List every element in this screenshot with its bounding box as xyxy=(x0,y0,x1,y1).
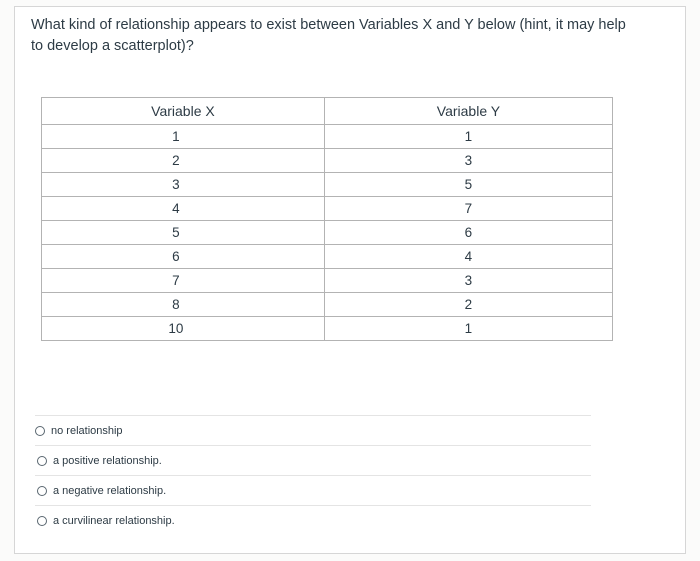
cell-value: 5 xyxy=(172,225,180,240)
table-row xyxy=(42,317,613,341)
cell-value: 6 xyxy=(464,225,473,240)
cell-variable-x xyxy=(42,173,325,197)
cell-value: 4 xyxy=(172,201,180,216)
answer-label[interactable]: a positive relationship. xyxy=(53,454,162,467)
cell-variable-y xyxy=(324,245,612,269)
question-card xyxy=(14,6,686,554)
table-row xyxy=(42,197,613,221)
cell-variable-x xyxy=(42,293,325,317)
cell-variable-y xyxy=(324,149,612,173)
cell-variable-x xyxy=(42,221,325,245)
cell-variable-x xyxy=(42,125,325,149)
cell-value: 3 xyxy=(464,273,473,288)
radio-button[interactable] xyxy=(37,456,47,466)
radio-button[interactable] xyxy=(37,516,47,526)
radio-button[interactable] xyxy=(37,486,47,496)
cell-value: 6 xyxy=(172,249,180,264)
cell-variable-y xyxy=(324,173,612,197)
table-row xyxy=(42,125,613,149)
answer-option-positive-relationship[interactable] xyxy=(35,445,591,475)
cell-value: 1 xyxy=(464,129,473,144)
cell-variable-x xyxy=(42,245,325,269)
table-header-row xyxy=(42,98,613,125)
answer-label[interactable]: a curvilinear relationship. xyxy=(53,514,175,527)
table-row xyxy=(42,269,613,293)
radio-button[interactable] xyxy=(35,426,45,436)
cell-value: 7 xyxy=(172,273,180,288)
cell-variable-y xyxy=(324,125,612,149)
cell-value: 1 xyxy=(172,129,180,144)
cell-variable-y xyxy=(324,221,612,245)
cell-value: 1 xyxy=(464,321,473,336)
cell-value: 7 xyxy=(464,201,473,216)
cell-value: 8 xyxy=(172,297,180,312)
cell-value: 3 xyxy=(172,177,180,192)
answer-options xyxy=(35,415,591,535)
answer-option-curvilinear-relationship[interactable] xyxy=(35,505,591,535)
answer-option-negative-relationship[interactable] xyxy=(35,475,591,505)
cell-variable-y xyxy=(324,197,612,221)
table-row xyxy=(42,245,613,269)
cell-variable-x xyxy=(42,269,325,293)
question-text: What kind of relationship appears to exist between Variables X and Y below (hint, it may help to develop a scatterplot)? xyxy=(31,17,626,54)
table-row xyxy=(42,149,613,173)
table-row xyxy=(42,221,613,245)
cell-variable-x xyxy=(42,149,325,173)
cell-value: 2 xyxy=(464,297,473,312)
table-row xyxy=(42,173,613,197)
cell-variable-y xyxy=(324,269,612,293)
cell-variable-x xyxy=(42,317,325,341)
cell-value: 5 xyxy=(464,177,473,192)
cell-variable-y xyxy=(324,317,612,341)
cell-value: 2 xyxy=(172,153,180,168)
answer-label[interactable]: no relationship xyxy=(51,424,123,437)
cell-value: 10 xyxy=(168,321,184,336)
cell-variable-y xyxy=(324,293,612,317)
column-header-variable-y: Variable Y xyxy=(324,98,612,125)
column-header-variable-x: Variable X xyxy=(42,98,325,125)
cell-value: 3 xyxy=(464,153,473,168)
table-row xyxy=(42,293,613,317)
data-table xyxy=(41,97,613,341)
answer-label[interactable]: a negative relationship. xyxy=(53,484,167,497)
answer-option-no-relationship[interactable] xyxy=(35,415,591,445)
cell-variable-x xyxy=(42,197,325,221)
cell-value: 4 xyxy=(464,249,473,264)
